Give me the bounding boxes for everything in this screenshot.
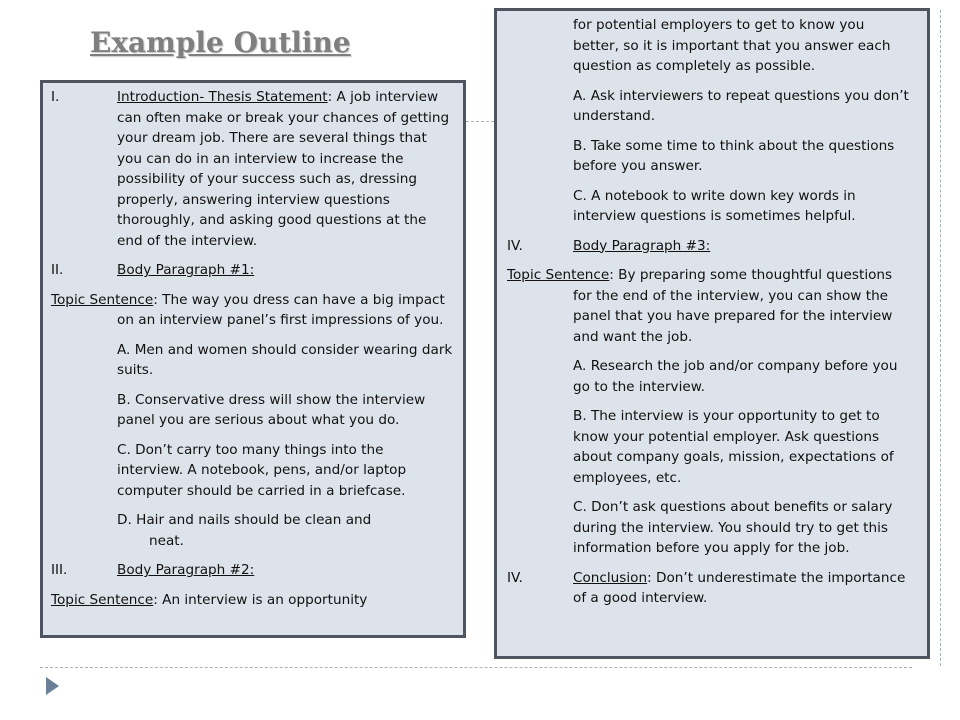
topic-sentence-2 <box>51 590 453 611</box>
body-paragraph-1-heading <box>51 260 453 281</box>
point-2c: C. A notebook to write down key words in interview questions is sometimes helpful. <box>573 187 856 224</box>
topic-sentence-2-continued: for potential employers to get to know you better, so it is important that you answer each question as completely as possible. <box>573 17 891 74</box>
slide-title: Example Outline <box>90 26 351 59</box>
point-3c: C. Don’t ask questions about benefits or salary during the interview. You should try to get this information before you apply for the job. <box>573 499 893 556</box>
intro-entry <box>51 87 453 251</box>
point-3b: B. The interview is your opportunity to get to know your potential employer. Ask questions about company goals, mission, expectations of employees, etc. <box>573 408 894 486</box>
conclusion-entry <box>507 568 913 609</box>
point-1b: B. Conservative dress will show the interview panel you are serious about what you do. <box>117 391 426 428</box>
ts3-text: : By preparing some thoughtful questions for the end of the interview, you can show the panel that you have prepared for the interview and want the job. <box>573 267 893 345</box>
ts1-label: Topic Sentence <box>51 291 154 308</box>
bp1-label: Body Paragraph #1: <box>117 262 255 278</box>
bp3-label: Body Paragraph #3: <box>573 237 711 254</box>
body-paragraph-3-heading <box>507 236 913 257</box>
bp2-label: Body Paragraph #2: <box>117 562 255 578</box>
play-arrow-icon <box>46 677 59 695</box>
ts2-text: : An interview is an opportunity <box>153 591 368 608</box>
conclusion-text: : Don’t underestimate the importance of a good interview. <box>573 569 906 606</box>
intro-text: : A job interview can often make or break your chances of getting your dream job. There are several things that you can do in an interview to increase the possibility of your success such as, dressing properly, answering interview questions thoroughly, and asking good questions at the end of the interview. <box>117 89 450 249</box>
point-2b: B. Take some time to think about the questions before you answer. <box>573 137 895 174</box>
bp1-number: II. <box>51 262 64 278</box>
ts2-label: Topic Sentence <box>51 591 154 608</box>
ts1-text: : The way you dress can have a big impact on an interview panel’s first impressions of you. <box>117 291 445 328</box>
point-1c: C. Don’t carry too many things into the interview. A notebook, pens, and/or laptop computer should be carried in a briefcase. <box>117 441 407 499</box>
topic-sentence-1 <box>51 290 453 331</box>
point-2a: A. Ask interviewers to repeat questions you don’t understand. <box>573 87 909 124</box>
intro-number: I. <box>51 89 60 105</box>
intro-label: Introduction- Thesis Statement <box>117 89 328 105</box>
right-outline-box <box>494 8 930 659</box>
ts3-label: Topic Sentence <box>507 267 610 283</box>
left-outline-box <box>40 80 466 638</box>
conclusion-number: IV. <box>507 569 523 586</box>
right-guide-line <box>940 10 941 666</box>
bp3-number: IV. <box>507 237 523 254</box>
body-paragraph-2-heading <box>51 560 453 581</box>
bottom-guide-line <box>40 667 912 668</box>
conclusion-label: Conclusion <box>573 569 648 586</box>
top-guide-line <box>466 121 494 122</box>
topic-sentence-3 <box>507 265 913 347</box>
bp2-number: III. <box>51 562 68 578</box>
point-1d-line2: neat. <box>149 532 184 549</box>
point-3a: A. Research the job and/or company before you go to the interview. <box>573 358 898 395</box>
point-1a: A. Men and women should consider wearing dark suits. <box>117 341 453 378</box>
point-1d-line1: D. Hair and nails should be clean and <box>117 512 372 528</box>
point-1d <box>51 510 453 551</box>
